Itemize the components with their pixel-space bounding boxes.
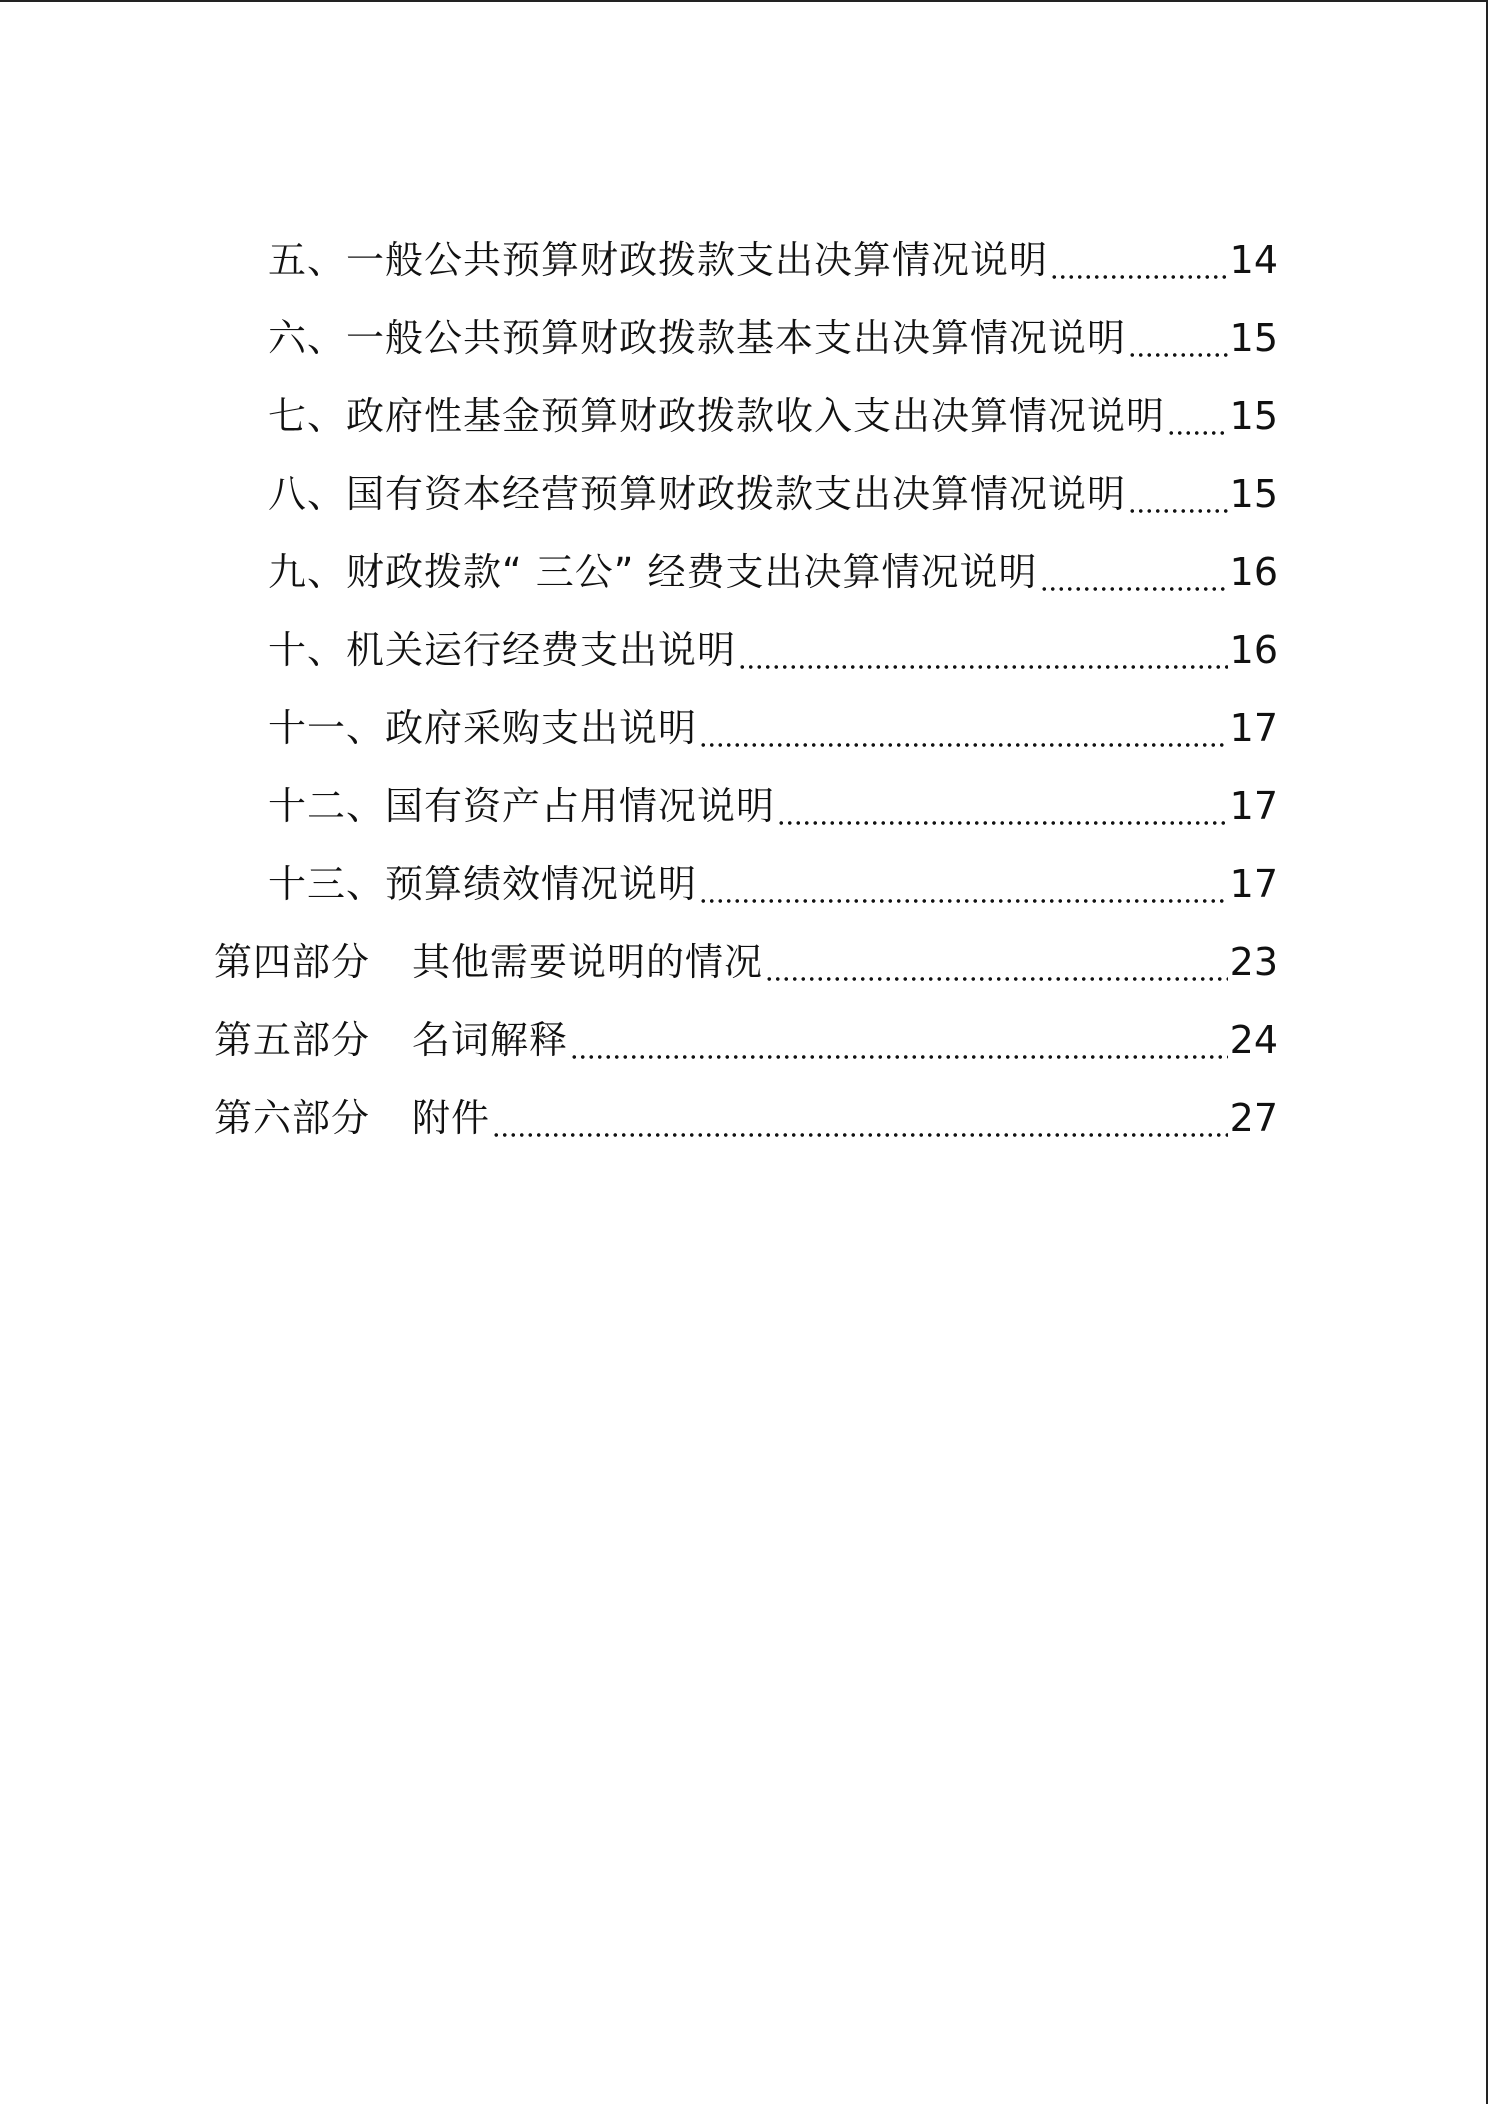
toc-page-number: 17	[1229, 784, 1278, 828]
toc-entry[interactable]	[268, 854, 1278, 914]
toc-entry-label: 十二、国有资产占用情况说明	[268, 784, 776, 828]
toc-dot-leader	[492, 1088, 1228, 1148]
toc-entry[interactable]	[268, 308, 1278, 368]
toc-page-number: 17	[1229, 862, 1278, 906]
toc-dot-leader	[738, 620, 1228, 680]
toc-page-number: 24	[1229, 1018, 1278, 1062]
toc-entry[interactable]	[268, 776, 1278, 836]
toc-page-number: 27	[1229, 1096, 1278, 1140]
toc-part-number: 第五部分	[214, 1018, 371, 1062]
toc-page-number: 16	[1229, 550, 1278, 594]
toc-page-number: 15	[1229, 394, 1278, 438]
toc-entry-label: 五、一般公共预算财政拨款支出决算情况说明	[268, 238, 1049, 282]
toc-dot-leader	[1040, 542, 1228, 602]
toc-entry-label: 九、财政拨款“ 三公” 经费支出决算情况说明	[268, 550, 1038, 594]
toc-part-number: 第四部分	[214, 940, 371, 984]
toc-dot-leader	[570, 1010, 1228, 1070]
toc-part-title: 名词解释	[412, 1018, 569, 1062]
toc-part-number: 第六部分	[214, 1096, 371, 1140]
toc-entry[interactable]	[268, 620, 1278, 680]
toc-page-number: 17	[1229, 706, 1278, 750]
toc-part-entry[interactable]	[214, 932, 1278, 992]
toc-dot-leader	[1128, 308, 1228, 368]
toc-entry[interactable]	[268, 386, 1278, 446]
toc-part-title: 附件	[412, 1096, 491, 1140]
toc-entry-label: 八、国有资本经营预算财政拨款支出决算情况说明	[268, 472, 1127, 516]
toc-entry-label: 十、机关运行经费支出说明	[268, 628, 737, 672]
toc-page-number: 16	[1229, 628, 1278, 672]
toc-entry[interactable]	[268, 698, 1278, 758]
toc-page-number: 15	[1229, 316, 1278, 360]
toc-entry[interactable]	[268, 230, 1278, 290]
toc-entry-label: 六、一般公共预算财政拨款基本支出决算情况说明	[268, 316, 1127, 360]
toc-dot-leader	[699, 854, 1228, 914]
toc-dot-leader	[699, 698, 1228, 758]
toc-page-number: 23	[1229, 940, 1278, 984]
toc-dot-leader	[1050, 230, 1228, 290]
toc-entry-label	[214, 932, 763, 992]
toc-dot-leader	[1128, 464, 1228, 524]
toc-entry[interactable]	[268, 464, 1278, 524]
toc-part-title: 其他需要说明的情况	[412, 940, 764, 984]
toc-page-number: 14	[1229, 238, 1278, 282]
toc-entry-label	[214, 1088, 490, 1148]
toc-entry-label	[214, 1010, 568, 1070]
toc-part-entry[interactable]	[214, 1088, 1278, 1148]
toc-entry[interactable]	[268, 542, 1278, 602]
toc-dot-leader	[777, 776, 1228, 836]
toc-entry-label: 七、政府性基金预算财政拨款收入支出决算情况说明	[268, 394, 1166, 438]
toc-part-entry[interactable]	[214, 1010, 1278, 1070]
toc-page-number: 15	[1229, 472, 1278, 516]
toc-dot-leader	[765, 932, 1228, 992]
toc-entry-label: 十三、预算绩效情况说明	[268, 862, 698, 906]
toc-dot-leader	[1167, 386, 1228, 446]
toc-entry-label: 十一、政府采购支出说明	[268, 706, 698, 750]
